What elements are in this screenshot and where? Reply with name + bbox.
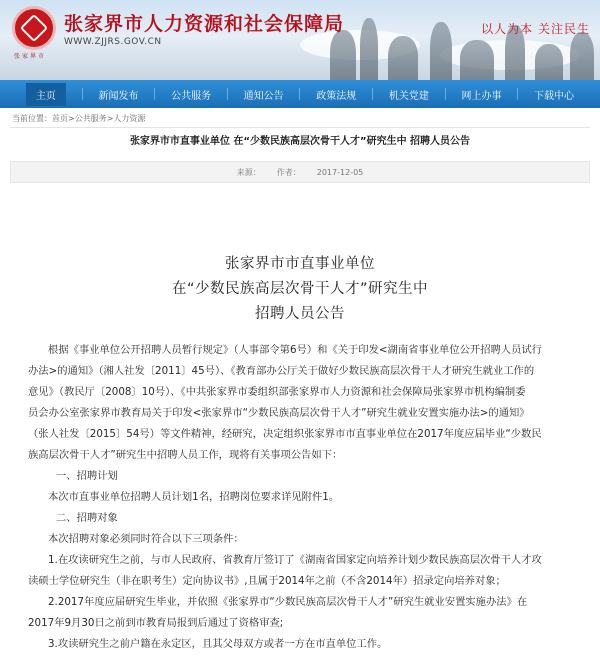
article-body: [28, 340, 580, 655]
breadcrumb: [12, 113, 145, 124]
body-line: 办法>的通知》（湘人社发〔2011〕45号）、《教育部办公厅关于做好少数民族高层次骨干人才研究生就业工作的: [28, 365, 535, 377]
site-slogan: 以人为本 关注民生: [481, 22, 590, 36]
doc-title-line-3: 招聘人员公告: [255, 306, 345, 322]
site-title: 张家界市人力资源和社会保障局: [64, 13, 345, 35]
body-line: 3.攻读研究生之前户籍在永定区，且其父母双方或者一方在市直单位工作。: [48, 638, 388, 650]
body-line: 2017年9月30日之前到市教育局报到后通过了资格审查;: [28, 617, 284, 629]
meta-author: 作者：: [276, 167, 301, 177]
nav-item-home[interactable]: 主页: [26, 83, 66, 106]
breadcrumb-separator: >: [68, 114, 75, 123]
breadcrumb-human-resources[interactable]: 人力资源: [113, 114, 146, 123]
nav-divider: [372, 88, 373, 100]
site-url: WWW.ZJJRS.GOV.CN: [64, 37, 162, 47]
body-line: 意见》（教民厅〔2008〕10号）、《中共张家界市委组织部张家界市人力资源和社会保障局张家界市机构编制委: [28, 386, 526, 398]
site-logo[interactable]: [12, 6, 56, 50]
body-line: 根据《事业单位公开招聘人员暂行规定》（人事部令第6号）和《关于印发<湖南省事业单位公开招聘人员试行: [48, 344, 542, 356]
nav-divider: [299, 88, 300, 100]
nav-item-public-service[interactable]: 公共服务: [171, 90, 212, 102]
nav-divider: [154, 88, 155, 100]
nav-divider: [227, 88, 228, 100]
logo-emblem-icon: [20, 14, 48, 42]
nav-item-online-services[interactable]: 网上办事: [461, 90, 502, 102]
body-line: 员会办公室张家界市教育局关于印发<张家界市“少数民族高层次骨干人才”研究生就业安置实施办法>的通知》: [28, 407, 530, 419]
nav-divider: [82, 88, 83, 100]
header-banner: [0, 0, 600, 80]
nav-item-downloads[interactable]: 下载中心: [534, 90, 575, 102]
meta-source: 来源：: [236, 167, 261, 177]
nav-item-news[interactable]: 新闻发布: [98, 90, 139, 102]
nav-divider: [445, 88, 446, 100]
body-line: 本次市直事业单位招聘人员计划1名，招聘岗位要求详见附件1。: [48, 491, 340, 503]
nav-item-notices[interactable]: 通知公告: [243, 90, 284, 102]
body-line: 1.在攻读研究生之前，与市人民政府、省教育厅签订了《湖南省国家定向培养计划少数民族高层次骨干人才攻: [48, 554, 542, 566]
breadcrumb-public-service[interactable]: 公共服务: [74, 114, 107, 123]
main-nav: [0, 80, 600, 108]
section-heading-targets: 二、招聘对象: [56, 512, 118, 524]
meta-date: 2017-12-05: [316, 167, 364, 177]
article-title: 张家界市市直事业单位 在“少数民族高层次骨干人才”研究生中 招聘人员公告: [129, 136, 471, 147]
article-meta: [10, 161, 590, 183]
body-line: 本次招聘对象必须同时符合以下三项条件：: [48, 533, 244, 545]
body-line: 2.2017年度应届研究生毕业，并依照《张家界市“少数民族高层次骨干人才”研究生就业安置实施办法》在: [48, 596, 528, 608]
breadcrumb-prefix: 当前位置：: [12, 114, 52, 123]
doc-title-line-2: 在“少数民族高层次骨干人才”研究生中: [171, 281, 429, 297]
logo-caption: 张家界市: [14, 53, 47, 60]
breadcrumb-separator: >: [106, 114, 114, 123]
section-heading-plan: 一、招聘计划: [56, 470, 118, 482]
body-line: 族高层次骨干人才”研究生中招聘人员工作，现将有关事项公告如下：: [28, 449, 343, 461]
article-header: [10, 127, 590, 151]
breadcrumb-home[interactable]: 首页: [52, 114, 68, 123]
doc-title-line-1: 张家界市市直事业单位: [225, 256, 375, 272]
nav-item-policies[interactable]: 政策法规: [316, 90, 357, 102]
body-line: （张人社发〔2015〕54号）等文件精神，经研究，决定组织张家界市市直事业单位在2017年度应届毕业“少数民: [28, 428, 542, 440]
nav-divider: [517, 88, 518, 100]
body-line: 读硕士学位研究生（非在职考生）定向协议书》,且属于2014年之前（不含2014年）招录定向培养对象；: [28, 575, 506, 587]
nav-item-party-building[interactable]: 机关党建: [388, 90, 429, 102]
